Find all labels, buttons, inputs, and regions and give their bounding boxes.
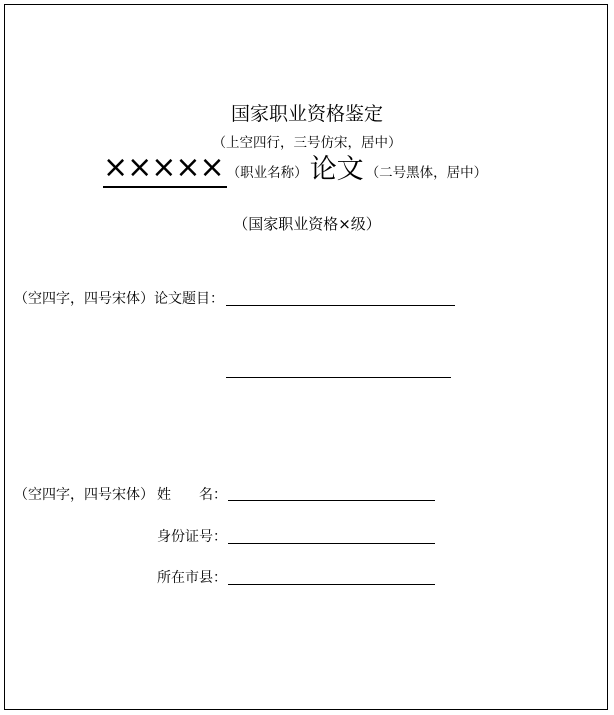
name-label: 姓 名：: [157, 487, 227, 503]
qualification-level: （国家职业资格×级）: [233, 215, 381, 233]
paper-format-note: （二号黑体，居中）: [365, 165, 488, 181]
title-format-note: （上空四行，三号仿宋，居中）: [212, 135, 402, 151]
occupation-placeholder-marks: ×××××: [103, 150, 227, 188]
occupation-note: （职业名称）: [226, 165, 308, 181]
id-number-label: 身份证号：: [157, 529, 227, 545]
thesis-title-line-1[interactable]: [226, 305, 455, 306]
author-format-note: （空四字，四号宋体）: [14, 487, 154, 503]
thesis-title-label: （空四字，四号宋体）论文题目：: [14, 291, 224, 307]
county-label: 所在市县：: [157, 570, 227, 586]
name-field-line[interactable]: [228, 500, 435, 501]
document-page: [4, 4, 608, 710]
county-field-line[interactable]: [228, 584, 435, 585]
document-title: 国家职业资格鉴定: [230, 103, 383, 125]
paper-word: 论文: [309, 154, 364, 185]
thesis-title-line-2[interactable]: [226, 377, 451, 378]
id-number-field-line[interactable]: [228, 543, 435, 544]
paper-title-line: [103, 150, 487, 188]
